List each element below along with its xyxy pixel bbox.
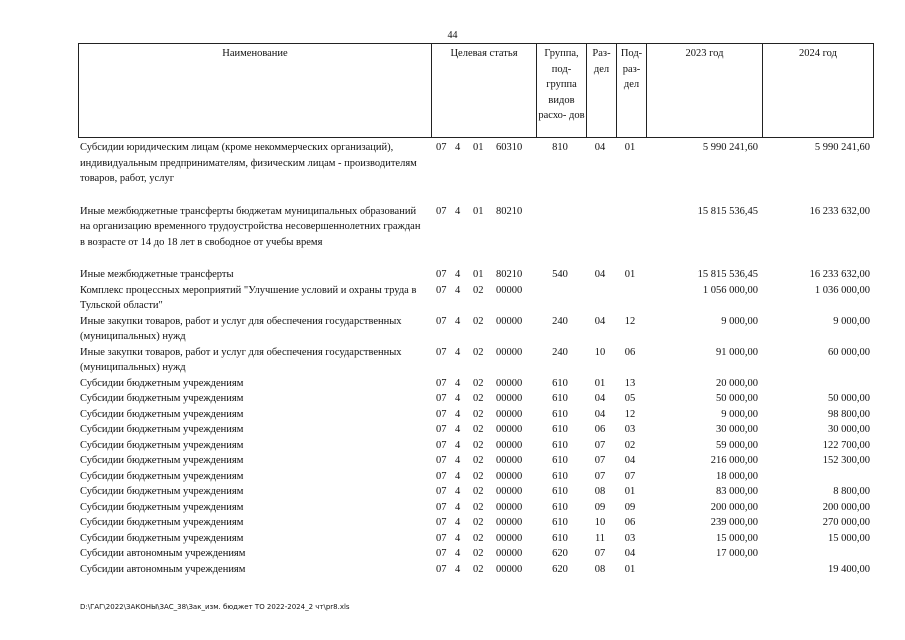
table-row <box>78 546 874 562</box>
cell-c3: 02 <box>473 563 484 575</box>
cell-c4: 00000 <box>496 548 523 559</box>
cell-c4: 00000 <box>496 532 523 544</box>
table-row <box>78 391 874 407</box>
cell-group: 610 <box>552 439 568 451</box>
cell-c3: 02 <box>473 501 484 513</box>
cell-c4: 00000 <box>496 486 523 497</box>
cell-subsection: 03 <box>624 424 636 435</box>
row-name: Субсидии бюджетным учреждениям <box>80 501 244 513</box>
cell-c2: 4 <box>455 532 461 544</box>
cell-c2: 4 <box>455 486 461 497</box>
cell-c1: 07 <box>436 532 447 544</box>
table-row <box>78 469 874 485</box>
cell-group: 610 <box>552 408 568 420</box>
cell-subsection: 01 <box>624 142 636 153</box>
header-subsection: Под- раз- дел <box>616 44 646 137</box>
cell-c4: 00000 <box>496 439 523 451</box>
cell-group: 610 <box>552 501 568 513</box>
table-row <box>78 140 874 187</box>
row-name: Субсидии бюджетным учреждениям <box>80 408 244 420</box>
cell-v2024: 200 000,00 <box>822 501 870 513</box>
cell-c2: 4 <box>455 501 461 513</box>
cell-section: 04 <box>594 142 606 153</box>
row-name: Субсидии бюджетным учреждениям <box>80 424 244 435</box>
cell-c4: 60310 <box>496 142 523 153</box>
cell-v2023: 30 000,00 <box>716 424 758 435</box>
row-name: Субсидии бюджетным учреждениям <box>80 486 244 497</box>
cell-c1: 07 <box>436 424 447 435</box>
cell-group: 610 <box>552 393 568 404</box>
cell-c1: 07 <box>436 517 447 528</box>
table-row <box>78 484 874 500</box>
cell-subsection: 06 <box>624 517 636 528</box>
cell-v2024: 19 400,00 <box>828 563 870 575</box>
row-name: Субсидии бюджетным учреждениям <box>80 517 244 528</box>
table-row <box>78 314 874 345</box>
cell-section: 04 <box>594 269 606 280</box>
cell-v2024: 16 233 632,00 <box>809 269 870 280</box>
cell-c2: 4 <box>455 455 461 466</box>
cell-c4: 00000 <box>496 455 523 466</box>
cell-c3: 02 <box>473 455 484 466</box>
cell-v2023: 239 000,00 <box>710 517 758 528</box>
cell-c4: 00000 <box>496 563 523 575</box>
table-row <box>78 376 874 392</box>
cell-section: 08 <box>594 563 606 575</box>
cell-c3: 01 <box>473 269 484 280</box>
cell-subsection: 01 <box>624 269 636 280</box>
cell-c1: 07 <box>436 563 447 575</box>
cell-c1: 07 <box>436 142 447 153</box>
cell-c3: 02 <box>473 486 484 497</box>
cell-c2: 4 <box>455 548 461 559</box>
row-name: Иные межбюджетные трансферты <box>80 269 234 280</box>
cell-c3: 02 <box>473 548 484 559</box>
row-name: Субсидии бюджетным учреждениям <box>80 393 244 404</box>
header-name: Наименование <box>222 48 288 59</box>
cell-c2: 4 <box>455 424 461 435</box>
row-name: Иные закупки товаров, работ и услуг для обеспечения государственных (муниципальных) нужд <box>80 315 402 342</box>
cell-c3: 02 <box>473 439 484 451</box>
cell-c2: 4 <box>455 517 461 528</box>
cell-section: 04 <box>594 393 606 404</box>
cell-c1: 07 <box>436 205 447 217</box>
cell-group: 810 <box>552 142 568 153</box>
cell-c1: 07 <box>436 486 447 497</box>
cell-c4: 80210 <box>496 269 523 280</box>
cell-section: 04 <box>594 408 606 420</box>
cell-section: 08 <box>594 486 606 497</box>
cell-c3: 01 <box>473 205 484 217</box>
cell-c3: 02 <box>473 470 484 482</box>
table-row <box>78 267 874 283</box>
cell-c2: 4 <box>455 142 461 153</box>
file-path-footer: D:\ГАГ\2022\ЗАКОНЫ\ЗАС_38\Зак_изм. бюджет ТО 2022-2024_2 чт\pr8.xls <box>80 603 350 611</box>
cell-group: 610 <box>552 517 568 528</box>
cell-subsection: 01 <box>624 563 636 575</box>
cell-v2023: 1 056 000,00 <box>702 284 758 296</box>
cell-c1: 07 <box>436 548 447 559</box>
row-name: Субсидии автономным учреждениям <box>80 548 246 559</box>
cell-c4: 00000 <box>496 501 523 513</box>
cell-section: 07 <box>594 548 606 559</box>
cell-v2024: 122 700,00 <box>822 439 870 451</box>
row-name: Иные межбюджетные трансферты бюджетам муниципальных образований на организацию временного трудоустройства несовершеннолетних граждан в возрасте от 14 до 18 лет в свободное от учебы время <box>80 205 421 248</box>
cell-group: 610 <box>552 424 568 435</box>
cell-v2023: 5 990 241,60 <box>702 142 758 153</box>
cell-v2024: 9 000,00 <box>833 315 870 327</box>
cell-v2024: 5 990 241,60 <box>814 142 870 153</box>
cell-group: 240 <box>552 346 568 358</box>
cell-v2023: 83 000,00 <box>716 486 758 497</box>
cell-subsection: 02 <box>624 439 636 451</box>
cell-c2: 4 <box>455 284 461 296</box>
cell-v2023: 18 000,00 <box>716 470 758 482</box>
cell-c2: 4 <box>455 439 461 451</box>
cell-v2023: 17 000,00 <box>716 548 758 559</box>
table-row <box>78 438 874 454</box>
cell-v2023: 91 000,00 <box>716 346 758 358</box>
cell-section: 11 <box>594 532 606 544</box>
cell-v2023: 200 000,00 <box>710 501 758 513</box>
cell-group: 610 <box>552 470 568 482</box>
cell-v2023: 9 000,00 <box>721 408 758 420</box>
cell-c3: 02 <box>473 408 484 420</box>
cell-c3: 02 <box>473 517 484 528</box>
header-group: Группа, под- группа видов расхо- дов <box>536 44 586 137</box>
cell-v2023: 9 000,00 <box>721 315 758 327</box>
cell-v2024: 30 000,00 <box>828 424 870 435</box>
cell-v2024: 1 036 000,00 <box>814 284 870 296</box>
cell-c3: 02 <box>473 377 484 389</box>
cell-c1: 07 <box>436 346 447 358</box>
cell-v2023: 15 815 536,45 <box>697 205 758 217</box>
cell-c3: 02 <box>473 393 484 404</box>
cell-c2: 4 <box>455 377 461 389</box>
table-body <box>78 140 874 577</box>
cell-v2023: 216 000,00 <box>710 455 758 466</box>
cell-subsection: 03 <box>624 532 636 544</box>
cell-v2024: 270 000,00 <box>822 517 870 528</box>
header-year-2024: 2024 год <box>762 44 873 137</box>
row-name: Комплекс процессных мероприятий "Улучшение условий и охраны труда в Тульской области" <box>80 284 417 311</box>
cell-subsection: 06 <box>624 346 636 358</box>
cell-v2024: 152 300,00 <box>822 455 870 466</box>
cell-v2024: 8 800,00 <box>833 486 870 497</box>
cell-c4: 00000 <box>496 377 523 389</box>
table-row <box>78 531 874 547</box>
cell-section: 07 <box>594 455 606 466</box>
table-row <box>78 283 874 314</box>
cell-c2: 4 <box>455 393 461 404</box>
table-row <box>78 345 874 376</box>
cell-c3: 02 <box>473 532 484 544</box>
cell-section: 07 <box>594 470 606 482</box>
table-header <box>78 43 874 138</box>
cell-c1: 07 <box>436 377 447 389</box>
cell-group: 610 <box>552 532 568 544</box>
cell-c4: 00000 <box>496 346 523 358</box>
cell-c4: 00000 <box>496 408 523 420</box>
row-name: Иные закупки товаров, работ и услуг для обеспечения государственных (муниципальных) нужд <box>80 346 402 373</box>
cell-v2023: 15 815 536,45 <box>697 269 758 280</box>
cell-subsection: 07 <box>624 470 636 482</box>
cell-subsection: 12 <box>624 408 636 420</box>
cell-c2: 4 <box>455 408 461 420</box>
table-row <box>78 453 874 469</box>
cell-section: 04 <box>594 315 606 327</box>
cell-c1: 07 <box>436 284 447 296</box>
cell-v2023: 15 000,00 <box>716 532 758 544</box>
row-name: Субсидии юридическим лицам (кроме некоммерческих организаций), индивидуальным предпринимателям, физическим лицам - производителям товаров, работ, услуг <box>80 142 417 184</box>
cell-subsection: 01 <box>624 486 636 497</box>
cell-c4: 00000 <box>496 517 523 528</box>
cell-subsection: 05 <box>624 393 636 404</box>
cell-v2023: 59 000,00 <box>716 439 758 451</box>
row-name: Субсидии бюджетным учреждениям <box>80 377 244 389</box>
cell-c1: 07 <box>436 455 447 466</box>
table-row <box>78 204 874 251</box>
table-row <box>78 515 874 531</box>
cell-c1: 07 <box>436 315 447 327</box>
cell-v2023: 20 000,00 <box>716 377 758 389</box>
cell-group: 620 <box>552 563 568 575</box>
row-name: Субсидии автономным учреждениям <box>80 563 246 575</box>
cell-c1: 07 <box>436 501 447 513</box>
page-number: 44 <box>447 30 458 41</box>
cell-c1: 07 <box>436 439 447 451</box>
cell-c1: 07 <box>436 470 447 482</box>
cell-c2: 4 <box>455 315 461 327</box>
cell-c1: 07 <box>436 393 447 404</box>
cell-c1: 07 <box>436 269 447 280</box>
cell-c4: 00000 <box>496 470 523 482</box>
row-name: Субсидии бюджетным учреждениям <box>80 455 244 466</box>
cell-c2: 4 <box>455 205 461 217</box>
cell-c4: 00000 <box>496 424 523 435</box>
table-row <box>78 562 874 578</box>
table-row <box>78 407 874 423</box>
cell-section: 01 <box>594 377 606 389</box>
cell-section: 10 <box>594 346 606 358</box>
cell-group: 610 <box>552 455 568 466</box>
header-section: Раз- дел <box>586 44 616 137</box>
cell-v2024: 50 000,00 <box>828 393 870 404</box>
cell-subsection: 13 <box>624 377 636 389</box>
cell-subsection: 09 <box>624 501 636 513</box>
cell-subsection: 12 <box>624 315 636 327</box>
table-row <box>78 500 874 516</box>
cell-v2024: 98 800,00 <box>828 408 870 420</box>
cell-subsection: 04 <box>624 455 636 466</box>
cell-c3: 02 <box>473 424 484 435</box>
cell-group: 610 <box>552 377 568 389</box>
cell-section: 06 <box>594 424 606 435</box>
cell-v2024: 60 000,00 <box>828 346 870 358</box>
cell-subsection: 04 <box>624 548 636 559</box>
cell-c3: 02 <box>473 315 484 327</box>
row-name: Субсидии бюджетным учреждениям <box>80 470 244 482</box>
cell-c2: 4 <box>455 563 461 575</box>
cell-group: 620 <box>552 548 568 559</box>
header-year-2023: 2023 год <box>646 44 762 137</box>
cell-c3: 02 <box>473 346 484 358</box>
row-name: Субсидии бюджетным учреждениям <box>80 439 244 451</box>
cell-group: 240 <box>552 315 568 327</box>
cell-c1: 07 <box>436 408 447 420</box>
row-name: Субсидии бюджетным учреждениям <box>80 532 244 544</box>
header-target-article: Целевая статья <box>431 44 536 137</box>
cell-v2023: 50 000,00 <box>716 393 758 404</box>
cell-section: 10 <box>594 517 606 528</box>
cell-v2024: 16 233 632,00 <box>809 205 870 217</box>
cell-section: 07 <box>594 439 606 451</box>
cell-group: 540 <box>552 269 568 280</box>
cell-c3: 02 <box>473 284 484 296</box>
cell-c4: 00000 <box>496 315 523 327</box>
cell-c3: 01 <box>473 142 484 153</box>
cell-c4: 00000 <box>496 284 523 296</box>
cell-c2: 4 <box>455 470 461 482</box>
cell-v2024: 15 000,00 <box>828 532 870 544</box>
cell-c4: 80210 <box>496 205 523 217</box>
cell-c2: 4 <box>455 269 461 280</box>
table-row <box>78 422 874 438</box>
cell-c4: 00000 <box>496 393 523 404</box>
cell-c2: 4 <box>455 346 461 358</box>
cell-group: 610 <box>552 486 568 497</box>
cell-section: 09 <box>594 501 606 513</box>
